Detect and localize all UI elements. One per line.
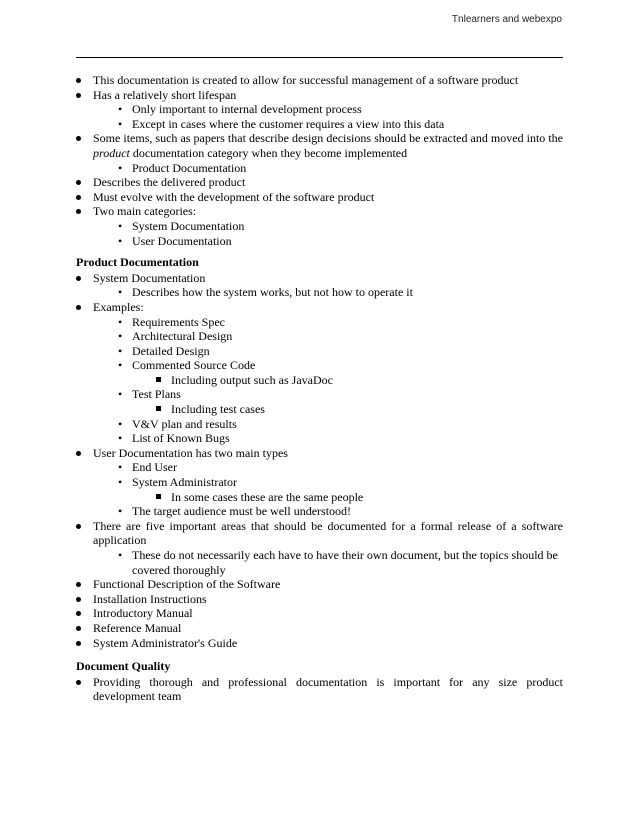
list-item: • List of Known Bugs <box>118 431 230 446</box>
bullet-icon <box>76 276 81 281</box>
bullet-icon <box>76 626 81 631</box>
list-item: System Administrator's Guide <box>76 636 563 651</box>
bullet-icon <box>76 209 81 214</box>
page-header: Tnlearners and webexpo <box>451 14 562 25</box>
bullet-icon <box>76 582 81 587</box>
document-body <box>76 73 563 704</box>
section-heading-product-documentation: Product Documentation <box>76 255 199 270</box>
bullet-icon <box>76 641 81 646</box>
list-item: Providing thorough and professional documentation is important for any size product development team <box>76 675 563 704</box>
bullet-icon <box>76 195 81 200</box>
bullet-icon <box>76 136 81 141</box>
list-item: Must evolve with the development of the software product <box>76 190 563 205</box>
list-item: • Detailed Design <box>118 343 210 358</box>
bullet-icon: • <box>118 460 123 475</box>
square-bullet-icon <box>156 494 161 499</box>
list-item: • Test Plans <box>118 387 181 402</box>
list-item: Examples: <box>76 300 563 315</box>
bullet-icon <box>76 451 81 456</box>
list-item: Reference Manual <box>76 621 563 636</box>
bullet-icon <box>76 180 81 185</box>
bullet-icon <box>76 78 81 83</box>
bullet-icon: • <box>118 358 123 373</box>
list-item: In some cases these are the same people <box>76 490 563 505</box>
bullet-icon: • <box>118 329 123 344</box>
bullet-icon: • <box>118 218 123 233</box>
list-item: • Architectural Design <box>118 329 233 344</box>
square-bullet-icon <box>156 406 161 411</box>
list-item: • Product Documentation <box>118 160 247 175</box>
bullet-icon: • <box>118 475 123 490</box>
list-item: Functional Description of the Software <box>76 577 563 592</box>
section-heading-document-quality: Document Quality <box>76 659 171 674</box>
bullet-icon: • <box>118 548 123 562</box>
bullet-icon <box>76 611 81 616</box>
bullet-icon <box>76 93 81 98</box>
list-item: Two main categories: <box>76 204 563 219</box>
bullet-icon <box>76 597 81 602</box>
bullet-icon: • <box>118 233 123 248</box>
header-rule <box>76 57 563 58</box>
list-item: • User Documentation <box>118 233 232 248</box>
bullet-icon: • <box>118 387 123 402</box>
document-quality-list <box>76 675 563 704</box>
list-item: • Commented Source Code <box>118 358 256 373</box>
list-item: • Only important to internal development process <box>118 102 362 117</box>
bullet-icon: • <box>118 314 123 329</box>
list-item: This documentation is created to allow for successful management of a software product <box>76 73 563 88</box>
bullet-icon <box>76 305 81 310</box>
bullet-icon: • <box>118 102 123 117</box>
list-item: Including output such as JavaDoc <box>76 373 563 388</box>
bullet-icon: • <box>118 504 123 519</box>
bullet-icon: • <box>118 416 123 431</box>
bullet-icon: • <box>118 160 123 175</box>
bullet-icon: • <box>118 116 123 131</box>
bullet-icon: • <box>118 285 123 300</box>
list-item: • Requirements Spec <box>118 314 225 329</box>
bullet-icon: • <box>118 343 123 358</box>
list-item: Including test cases <box>76 402 563 417</box>
product-documentation-list <box>76 271 563 650</box>
list-item: System Documentation <box>76 271 563 286</box>
list-item: Describes the delivered product <box>76 175 563 190</box>
list-item: Some items, such as papers that describe design decisions should be extracted and moved into the product documentation category when they become implemented <box>76 131 563 160</box>
list-item: • Describes how the system works, but not how to operate it <box>118 285 413 300</box>
bullet-icon <box>76 524 81 529</box>
list-item: • System Documentation <box>118 218 245 233</box>
list-item: Introductory Manual <box>76 606 563 621</box>
list-item: There are five important areas that should be documented for a formal release of a software application <box>76 519 563 548</box>
square-bullet-icon <box>156 377 161 382</box>
list-item: • End User <box>118 460 177 475</box>
list-item: • The target audience must be well understood! <box>118 504 352 519</box>
list-item: • Except in cases where the customer requires a view into this data <box>118 116 445 131</box>
list-item: • System Administrator <box>118 475 237 490</box>
bullet-icon: • <box>118 431 123 446</box>
list-item: • These do not necessarily each have to have their own document, but the topics should be covered thoroughly <box>118 548 558 577</box>
list-item: Has a relatively short lifespan <box>76 88 563 103</box>
list-item: Installation Instructions <box>76 592 563 607</box>
bullet-icon <box>76 680 81 685</box>
list-item: • V&V plan and results <box>118 416 237 431</box>
intro-list <box>76 73 563 248</box>
list-item: User Documentation has two main types <box>76 446 563 461</box>
